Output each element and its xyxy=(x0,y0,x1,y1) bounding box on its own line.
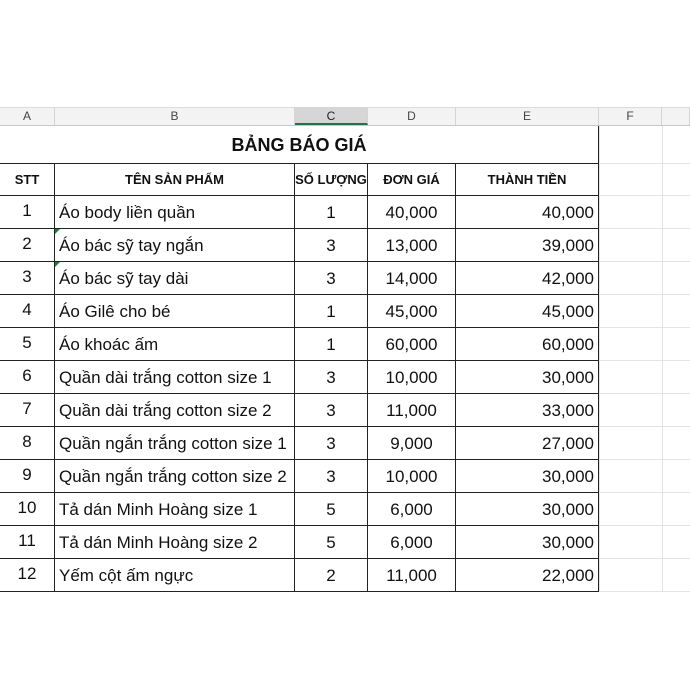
gridline xyxy=(599,459,690,460)
cell-stt[interactable]: 5 xyxy=(0,328,55,361)
gridline xyxy=(599,525,690,526)
cell-stt[interactable]: 9 xyxy=(0,460,55,493)
cell-price[interactable]: 9,000 xyxy=(368,427,456,460)
gridline xyxy=(599,558,690,559)
cell-stt[interactable]: 1 xyxy=(0,196,55,229)
sheet-title[interactable]: BẢNG BÁO GIÁ xyxy=(0,126,599,164)
cell-price[interactable]: 10,000 xyxy=(368,361,456,394)
cell-total[interactable]: 40,000 xyxy=(456,196,599,229)
header-qty[interactable]: SỐ LƯỢNG xyxy=(295,164,368,196)
gridline xyxy=(599,163,690,164)
cell-total[interactable]: 45,000 xyxy=(456,295,599,328)
cell-total[interactable]: 22,000 xyxy=(456,559,599,592)
cell-total[interactable]: 30,000 xyxy=(456,526,599,559)
cell-qty[interactable]: 3 xyxy=(295,427,368,460)
cell-stt[interactable]: 11 xyxy=(0,526,55,559)
header-stt[interactable]: STT xyxy=(0,164,55,196)
cell-qty[interactable]: 3 xyxy=(295,361,368,394)
cell-qty[interactable]: 3 xyxy=(295,394,368,427)
header-name[interactable]: TÊN SẢN PHẨM xyxy=(55,164,295,196)
column-header-b[interactable]: B xyxy=(55,107,295,125)
cell-name[interactable]: Tả dán Minh Hoàng size 2 xyxy=(55,526,295,559)
cell-stt[interactable]: 7 xyxy=(0,394,55,427)
gridline xyxy=(599,426,690,427)
cell-name[interactable]: Áo body liền quần xyxy=(55,196,295,229)
gridline xyxy=(599,492,690,493)
cell-total[interactable]: 30,000 xyxy=(456,361,599,394)
cell-qty[interactable]: 3 xyxy=(295,460,368,493)
header-price[interactable]: ĐƠN GIÁ xyxy=(368,164,456,196)
cell-name[interactable]: Áo khoác ấm xyxy=(55,328,295,361)
error-indicator-icon xyxy=(55,262,60,267)
cell-name[interactable]: Yếm cột ấm ngực xyxy=(55,559,295,592)
cell-stt[interactable]: 6 xyxy=(0,361,55,394)
column-header-c[interactable]: C xyxy=(295,107,368,125)
column-header-e[interactable]: E xyxy=(456,107,599,125)
cell-stt[interactable]: 10 xyxy=(0,493,55,526)
column-header-partial[interactable] xyxy=(662,107,690,125)
column-header-f[interactable]: F xyxy=(599,107,662,125)
cell-stt[interactable]: 4 xyxy=(0,295,55,328)
cell-qty[interactable]: 3 xyxy=(295,262,368,295)
cell-total[interactable]: 60,000 xyxy=(456,328,599,361)
cell-price[interactable]: 11,000 xyxy=(368,394,456,427)
cell-stt[interactable]: 2 xyxy=(0,229,55,262)
gridline xyxy=(599,393,690,394)
cell-stt[interactable]: 8 xyxy=(0,427,55,460)
cell-stt[interactable]: 12 xyxy=(0,559,55,592)
cell-total[interactable]: 30,000 xyxy=(456,460,599,493)
cell-name[interactable]: Quần dài trắng cotton size 1 xyxy=(55,361,295,394)
error-indicator-icon xyxy=(55,229,60,234)
gridline xyxy=(599,228,690,229)
cell-qty[interactable]: 5 xyxy=(295,526,368,559)
cell-stt[interactable]: 3 xyxy=(0,262,55,295)
cell-total[interactable]: 27,000 xyxy=(456,427,599,460)
cell-qty[interactable]: 1 xyxy=(295,196,368,229)
gridline xyxy=(599,195,690,196)
cell-total[interactable]: 33,000 xyxy=(456,394,599,427)
cell-price[interactable]: 11,000 xyxy=(368,559,456,592)
header-total[interactable]: THÀNH TIỀN xyxy=(456,164,599,196)
gridline xyxy=(599,360,690,361)
column-header-a[interactable]: A xyxy=(0,107,55,125)
cell-name[interactable]: Áo bác sỹ tay ngắn xyxy=(55,229,295,262)
cell-price[interactable]: 10,000 xyxy=(368,460,456,493)
cell-qty[interactable]: 5 xyxy=(295,493,368,526)
cell-name[interactable]: Áo bác sỹ tay dài xyxy=(55,262,295,295)
cell-qty[interactable]: 1 xyxy=(295,295,368,328)
cell-name[interactable]: Quần dài trắng cotton size 2 xyxy=(55,394,295,427)
cell-price[interactable]: 6,000 xyxy=(368,493,456,526)
cell-name[interactable]: Quần ngắn trắng cotton size 1 xyxy=(55,427,295,460)
spreadsheet xyxy=(0,107,690,597)
gridline xyxy=(599,591,690,592)
cell-qty[interactable]: 3 xyxy=(295,229,368,262)
cell-total[interactable]: 30,000 xyxy=(456,493,599,526)
cell-price[interactable]: 13,000 xyxy=(368,229,456,262)
cell-total[interactable]: 42,000 xyxy=(456,262,599,295)
gridline xyxy=(599,294,690,295)
cell-price[interactable]: 60,000 xyxy=(368,328,456,361)
cell-qty[interactable]: 1 xyxy=(295,328,368,361)
cell-qty[interactable]: 2 xyxy=(295,559,368,592)
cell-total[interactable]: 39,000 xyxy=(456,229,599,262)
cell-name[interactable]: Quần ngắn trắng cotton size 2 xyxy=(55,460,295,493)
cell-price[interactable]: 40,000 xyxy=(368,196,456,229)
cell-name[interactable]: Áo Gilê cho bé xyxy=(55,295,295,328)
cell-price[interactable]: 6,000 xyxy=(368,526,456,559)
gridline xyxy=(599,261,690,262)
gridline xyxy=(599,327,690,328)
cell-price[interactable]: 45,000 xyxy=(368,295,456,328)
cell-price[interactable]: 14,000 xyxy=(368,262,456,295)
cell-name[interactable]: Tả dán Minh Hoàng size 1 xyxy=(55,493,295,526)
column-header-d[interactable]: D xyxy=(368,107,456,125)
